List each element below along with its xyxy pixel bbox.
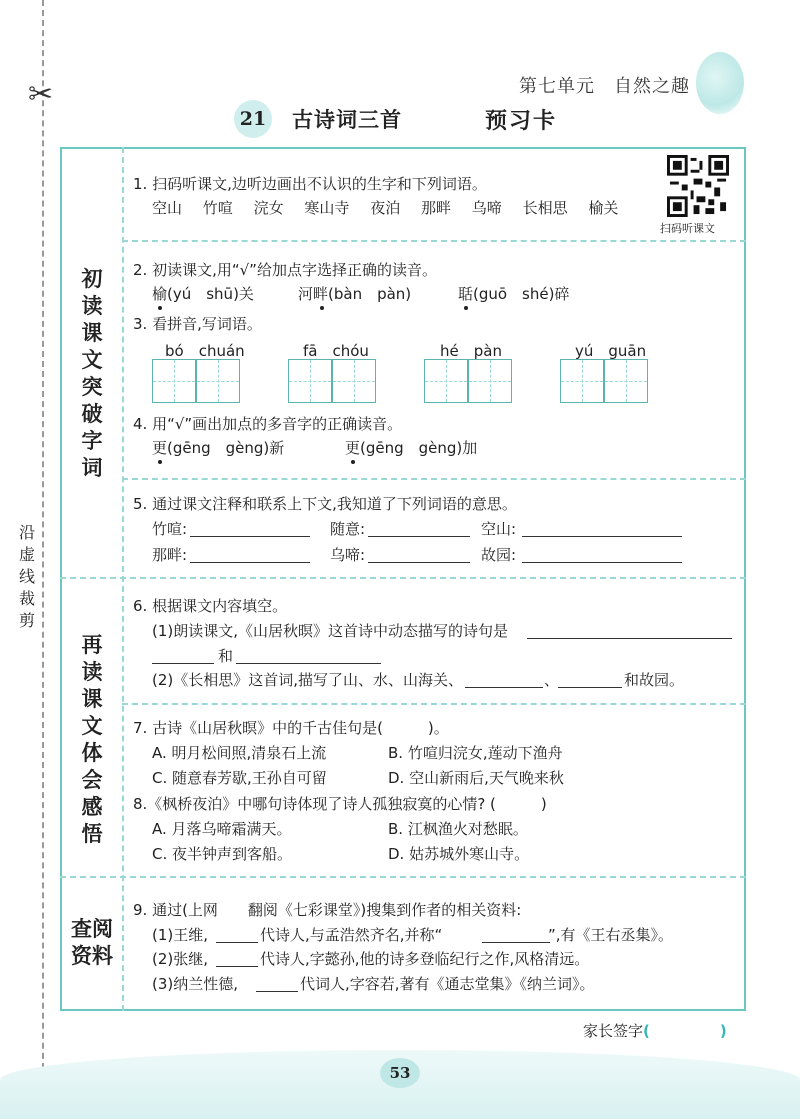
answer-blank[interactable] bbox=[216, 942, 258, 943]
emphasis-dot bbox=[351, 460, 355, 464]
writing-box[interactable] bbox=[196, 359, 240, 403]
q8-option[interactable]: B. 江枫渔火对愁眠。 bbox=[388, 820, 528, 838]
section-label-text: 再读课文 体会感悟 bbox=[81, 633, 124, 846]
cut-label: 沿虚线裁剪 bbox=[16, 522, 38, 632]
qr-code-icon[interactable] bbox=[667, 155, 729, 217]
q2-prompt: 2. 初读课文,用“√”给加点字选择正确的读音。 bbox=[133, 261, 437, 279]
writing-box[interactable] bbox=[604, 359, 648, 403]
signature-paren: ( bbox=[643, 1022, 650, 1040]
answer-blank[interactable] bbox=[368, 536, 470, 537]
answer-blank[interactable] bbox=[522, 562, 682, 563]
q9-prompt: 9. 通过(上网 翻阅《七彩课堂》)搜集到作者的相关资料: bbox=[133, 901, 522, 919]
q1-word-list bbox=[152, 198, 634, 218]
word-item: 夜泊 bbox=[370, 199, 401, 217]
q5-term: 乌啼: bbox=[330, 546, 366, 564]
cut-line bbox=[42, 0, 44, 1119]
emphasis-dot bbox=[158, 306, 162, 310]
writing-box[interactable] bbox=[152, 359, 196, 403]
qr-label: 扫码听课文 bbox=[660, 222, 715, 235]
word-item: 长相思 bbox=[522, 199, 568, 217]
pinyin-label: fā chóu bbox=[303, 342, 369, 360]
word-item: 竹喧 bbox=[202, 199, 233, 217]
answer-blank[interactable] bbox=[190, 562, 310, 563]
section-label-text: 初读课文 突破字词 bbox=[81, 267, 124, 480]
q6-line2b: 、 bbox=[544, 671, 560, 689]
word-item: 榆关 bbox=[588, 199, 619, 217]
unit-title: 第七单元 自然之趣 bbox=[519, 76, 690, 97]
emphasis-dot bbox=[464, 306, 468, 310]
column-divider bbox=[122, 147, 124, 1011]
divider bbox=[122, 703, 746, 705]
q5-term: 空山: bbox=[481, 520, 517, 538]
lesson-title: 古诗词三首 bbox=[292, 107, 402, 132]
q2-item[interactable]: 河畔(bàn pàn) bbox=[298, 285, 412, 303]
answer-blank[interactable] bbox=[216, 966, 258, 967]
pinyin-label: yú guān bbox=[575, 342, 647, 360]
q8-option[interactable]: A. 月落乌啼霜满天。 bbox=[152, 820, 292, 838]
q8-option[interactable]: D. 姑苏城外寒山寺。 bbox=[388, 845, 530, 863]
q8-option[interactable]: C. 夜半钟声到客船。 bbox=[152, 845, 293, 863]
divider bbox=[122, 478, 746, 480]
emphasis-dot bbox=[158, 460, 162, 464]
lesson-number: 21 bbox=[234, 100, 272, 138]
answer-blank[interactable] bbox=[465, 687, 543, 688]
page-number: 53 bbox=[380, 1058, 420, 1088]
writing-box[interactable] bbox=[424, 359, 468, 403]
q5-term: 竹喧: bbox=[152, 520, 188, 538]
answer-blank[interactable] bbox=[236, 663, 381, 664]
word-item: 寒山寺 bbox=[304, 199, 350, 217]
q6-line1: (1)朗读课文,《山居秋暝》这首诗中动态描写的诗句是 bbox=[152, 622, 509, 640]
q9-line2a: (2)张继, bbox=[152, 950, 209, 968]
q2-item[interactable]: 榆(yú shū)关 bbox=[152, 285, 254, 303]
word-item: 乌啼 bbox=[471, 199, 502, 217]
scissors-icon: ✂ bbox=[28, 77, 54, 112]
q9-line3a: (3)纳兰性德, bbox=[152, 975, 239, 993]
decoration-icon bbox=[696, 52, 744, 114]
word-item: 浣女 bbox=[253, 199, 284, 217]
q7-option[interactable]: B. 竹喧归浣女,莲动下渔舟 bbox=[388, 744, 563, 762]
word-item: 那畔 bbox=[420, 199, 451, 217]
divider bbox=[60, 577, 746, 579]
writing-box[interactable] bbox=[560, 359, 604, 403]
answer-blank[interactable] bbox=[558, 687, 622, 688]
q9-line3b: 代词人,字容若,著有《通志堂集》《纳兰词》。 bbox=[300, 975, 595, 993]
answer-blank[interactable] bbox=[522, 536, 682, 537]
q6-line2c: 和故园。 bbox=[624, 671, 685, 689]
q8-prompt: 8.《枫桥夜泊》中哪句诗体现了诗人孤独寂寞的心情? ( ) bbox=[133, 795, 547, 813]
q9-line1c: ”,有《王右丞集》。 bbox=[548, 926, 674, 944]
q1-prompt: 1. 扫码听课文,边听边画出不认识的生字和下列词语。 bbox=[133, 175, 487, 193]
q9-line2b: 代诗人,字懿孙,他的诗多登临纪行之作,风格清远。 bbox=[260, 950, 590, 968]
answer-blank[interactable] bbox=[190, 536, 310, 537]
q9-line1a: (1)王维, bbox=[152, 926, 209, 944]
answer-blank[interactable] bbox=[482, 942, 550, 943]
answer-blank[interactable] bbox=[152, 663, 214, 664]
writing-box[interactable] bbox=[332, 359, 376, 403]
answer-blank[interactable] bbox=[256, 991, 298, 992]
q7-prompt: 7. 古诗《山居秋暝》中的千古佳句是( )。 bbox=[133, 719, 449, 737]
divider bbox=[60, 876, 746, 878]
q3-prompt: 3. 看拼音,写词语。 bbox=[133, 315, 262, 333]
signature-paren: ) bbox=[719, 1022, 727, 1040]
parent-signature[interactable] bbox=[583, 1020, 727, 1041]
pinyin-label: bó chuán bbox=[165, 342, 245, 360]
card-title: 预习卡 bbox=[485, 109, 558, 134]
word-item: 空山 bbox=[152, 199, 183, 217]
q4-item[interactable]: 更(gēng gèng)加 bbox=[345, 439, 478, 457]
section-label-first-read bbox=[72, 266, 124, 482]
section-label-text: 查阅资料 bbox=[71, 917, 113, 968]
pinyin-label: hé pàn bbox=[440, 342, 502, 360]
writing-box[interactable] bbox=[288, 359, 332, 403]
q7-option[interactable]: A. 明月松间照,清泉石上流 bbox=[152, 744, 327, 762]
signature-label: 家长签字 bbox=[583, 1022, 644, 1040]
writing-box[interactable] bbox=[468, 359, 512, 403]
section-label-reread bbox=[72, 632, 124, 848]
emphasis-dot bbox=[320, 306, 324, 310]
answer-blank[interactable] bbox=[527, 638, 732, 639]
q6-prompt: 6. 根据课文内容填空。 bbox=[133, 597, 288, 615]
section-label-research bbox=[70, 916, 113, 970]
q9-line1b: 代诗人,与孟浩然齐名,并称“ bbox=[260, 926, 443, 944]
q5-term: 随意: bbox=[330, 520, 366, 538]
q5-term: 故园: bbox=[481, 546, 517, 564]
q4-item[interactable]: 更(gēng gèng)新 bbox=[152, 439, 285, 457]
q6-line1b: 和 bbox=[218, 647, 234, 665]
q5-prompt: 5. 通过课文注释和联系上下文,我知道了下列词语的意思。 bbox=[133, 495, 517, 513]
q7-option[interactable]: D. 空山新雨后,天气晚来秋 bbox=[388, 769, 564, 787]
q2-item[interactable]: 聒(guō shé)碎 bbox=[458, 285, 570, 303]
q4-prompt: 4. 用“√”画出加点的多音字的正确读音。 bbox=[133, 415, 403, 433]
answer-blank[interactable] bbox=[368, 562, 470, 563]
divider bbox=[122, 240, 746, 242]
q7-option[interactable]: C. 随意春芳歇,王孙自可留 bbox=[152, 769, 327, 787]
q6-line2a: (2)《长相思》这首词,描写了山、水、山海关、 bbox=[152, 671, 464, 689]
q5-term: 那畔: bbox=[152, 546, 188, 564]
